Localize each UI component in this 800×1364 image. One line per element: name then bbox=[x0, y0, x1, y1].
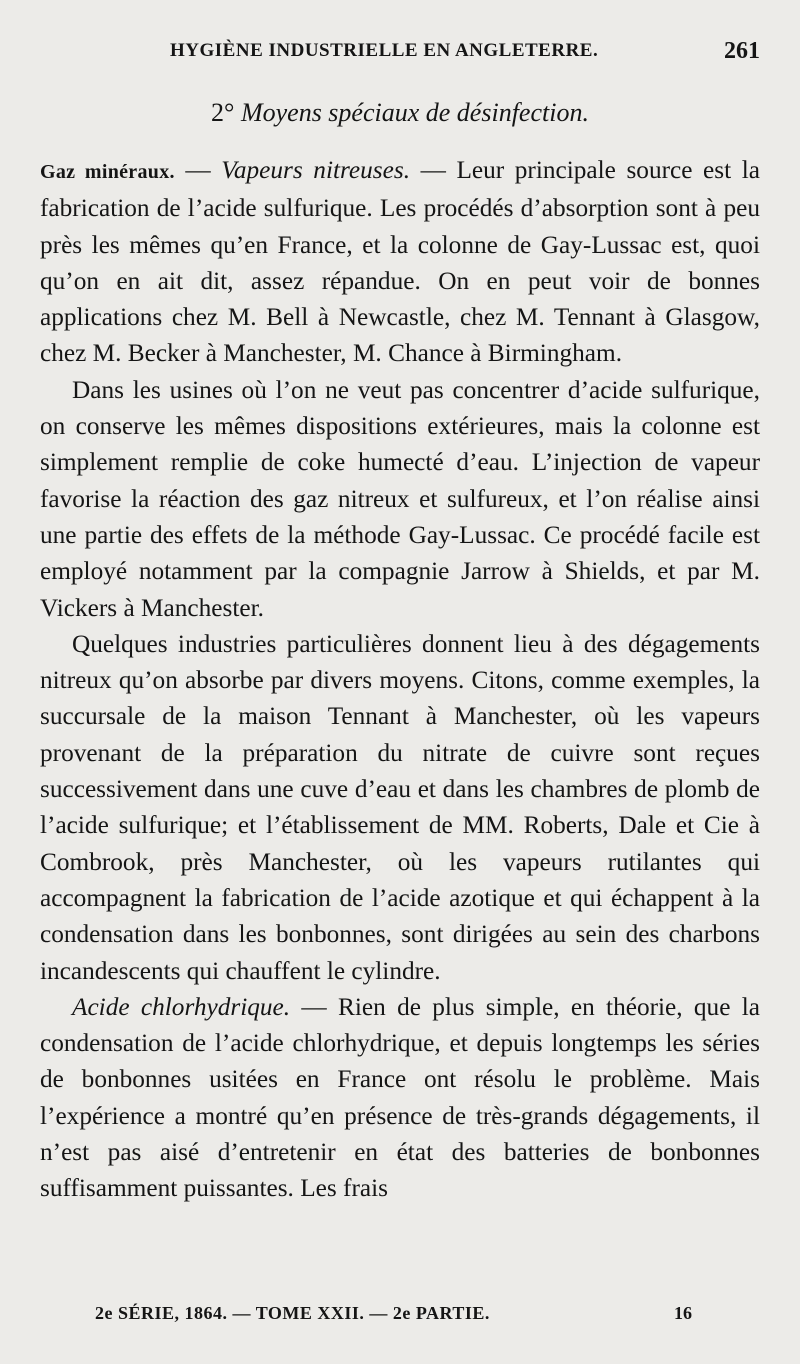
signature-mark: 16 bbox=[674, 1303, 692, 1323]
paragraph-text: Leur principale source est la fabrication de l’acide sulfurique. Les procédés d’absorption sont à peu près les mêmes qu’en France, et la colonne de Gay-Lussac est, quoi qu’on en ait dit, assez répandue. On en peut voir de bonnes applications chez M. Bell à Newcastle, chez M. Tennant à Glasgow, chez M. Becker à Manchester, M. Chance à Birmingham. bbox=[40, 156, 760, 368]
em-dash: — bbox=[290, 992, 339, 1021]
section-number: 2° bbox=[211, 98, 241, 127]
subheading: Acide chlorhydrique. bbox=[72, 992, 291, 1021]
section-title: Moyens spéciaux de désinfection. bbox=[240, 98, 589, 127]
paragraph-gaz-mineraux bbox=[40, 152, 760, 372]
runin-heading: Gaz minéraux. bbox=[40, 161, 175, 183]
paragraph-acide-chlorhydrique bbox=[40, 989, 760, 1207]
subheading: Vapeurs nitreuses. bbox=[221, 156, 411, 184]
paragraph-industries bbox=[40, 626, 760, 989]
paragraph-usines bbox=[40, 372, 760, 626]
running-title: HYGIÈNE INDUSTRIELLE EN ANGLETERRE. bbox=[170, 40, 599, 61]
em-dash: — bbox=[185, 156, 222, 184]
series-line: 2e SÉRIE, 1864. — TOME XXII. — 2e PARTIE. bbox=[95, 1303, 490, 1323]
paragraph-text: Quelques industries particulières donnent lieu à des dégagements nitreux qu’on absorbe par divers moyens. Citons, comme exemples, la succursale de la maison Tennant à Manchester, où les vapeurs provenant de la préparation du nitrate de cuivre sont reçues successivement dans une cuve d’eau et dans les chambres de plomb de l’acide sulfurique; et l’établissement de MM. Roberts, Dale et Cie à Combrook, près Manchester, où les vapeurs rutilantes qui accompagnent la fabrication de l’acide azotique et qui échappent à la condensation dans les bonbonnes, sont dirigées au sein des charbons incandescents qui chauffent le cylindre. bbox=[40, 629, 760, 985]
body-text bbox=[40, 152, 760, 1207]
paragraph-text: Rien de plus simple, en théorie, que la condensation de l’acide chlorhydrique, et depuis longtemps les séries de bonbonnes usitées en France ont résolu le problème. Mais l’expérience a montré qu’en présence de très-grands dégagements, il n’est pas aisé d’entretenir en état des batteries de bonbonnes suffisamment puissantes. Les frais bbox=[40, 992, 760, 1203]
paragraph-text: Dans les usines où l’on ne veut pas concentrer d’acide sulfurique, on conserve les mêmes dispositions extérieures, mais la colonne est simplement remplie de coke humecté d’eau. L’injection de vapeur favorise la réaction des gaz nitreux et sulfureux, et l’on réalise ainsi une partie des effets de la méthode Gay-Lussac. Ce procédé facile est employé notamment par la compagnie Jarrow à Shields, et par M. Vickers à Manchester. bbox=[40, 375, 760, 622]
section-heading bbox=[0, 98, 800, 128]
em-dash: — bbox=[410, 156, 457, 184]
page-number: 261 bbox=[724, 38, 760, 64]
